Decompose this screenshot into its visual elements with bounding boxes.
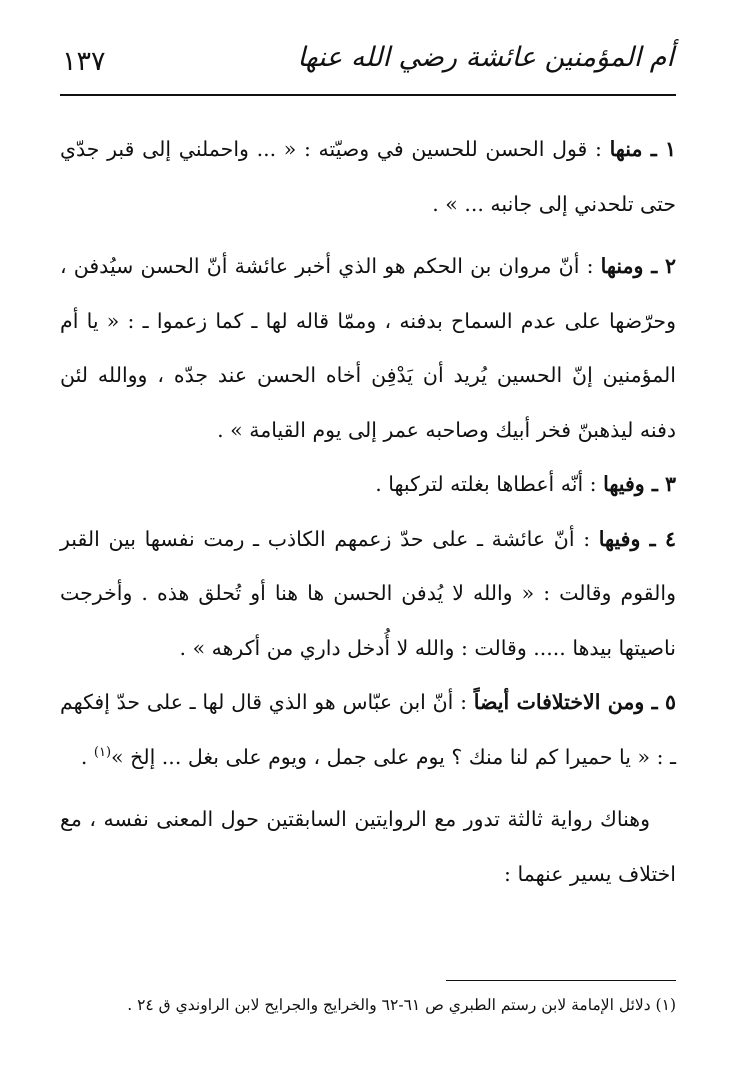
paragraph-label: ٢ ـ ومنها [600, 254, 676, 278]
paragraph-label: ٤ ـ وفيها [598, 526, 676, 551]
paragraph-label: ٥ ـ ومن الاختلافات أيضاً [473, 690, 676, 714]
paragraph-text: : أنّ ابن عبّاس هو الذي قال لها ـ على حدّ إفكهم ـ : « يا حميرا كم لنا منك ؟ يوم على جمل ، ويوم على بغل ... إلخ » [60, 690, 676, 769]
paragraph-label: ٣ ـ وفيها [603, 472, 676, 496]
paragraph-6 [60, 792, 676, 901]
header-rule [60, 94, 676, 96]
paragraph-text: : أنّ عائشة ـ على حدّ زعمهم الكاذب ـ رمت نفسها بين القبر والقوم وقالت : « والله لا يُدفن الحسن ها هنا أو تُحلق هذه . وأخرجت ناصيتها بيدها ..... وقالت : والله لا أُدخل داري من أكرهه » . [60, 526, 676, 660]
running-title: أم المؤمنين عائشة رضي الله عنها [297, 42, 674, 73]
page-header [62, 38, 674, 90]
paragraph-text: وهناك رواية ثالثة تدور مع الروايتين السابقتين حول المعنى نفسه ، مع اختلاف يسير عنهما : [60, 807, 676, 886]
paragraph-3 [60, 457, 676, 512]
page-number: ١٣٧ [62, 46, 106, 77]
paragraph-end: . [80, 744, 94, 769]
paragraph-5 [60, 675, 676, 784]
footnote-rule [446, 980, 676, 981]
footnote-reference[interactable]: (١) [93, 744, 112, 760]
page-body [60, 122, 676, 901]
paragraph-2 [60, 239, 676, 457]
paragraph-text: : أنّه أعطاها بغلته لتركبها . [375, 472, 604, 496]
paragraph-1 [60, 122, 676, 231]
paragraph-text: : أنّ مروان بن الحكم هو الذي أخبر عائشة أنّ الحسن سيُدفن ، وحرّضها على عدم السماح بدفنه ، وممّا قاله لها ـ كما زعموا ـ : « يا أم المؤمنين إنّ الحسين يُريد أن يَدْفِن أخاه الحسن عند جدّه ، ووالله لئن دفنه ليذهبنّ فخر أبيك وصاحبه عمر إلى يوم القيامة » . [60, 254, 676, 442]
paragraph-label: ١ ـ منها [609, 137, 676, 161]
footnote: (١) دلائل الإمامة لابن رستم الطبري ص ٦١-٦٢ والخرايج والجرايح لابن الراوندي ق ٢٤ . [127, 996, 676, 1014]
paragraph-text: : قول الحسن للحسين في وصيّته : « ... واحملني إلى قبر جدّي حتى تلحدني إلى جانبه ... » . [60, 137, 676, 216]
paragraph-4 [60, 512, 676, 676]
